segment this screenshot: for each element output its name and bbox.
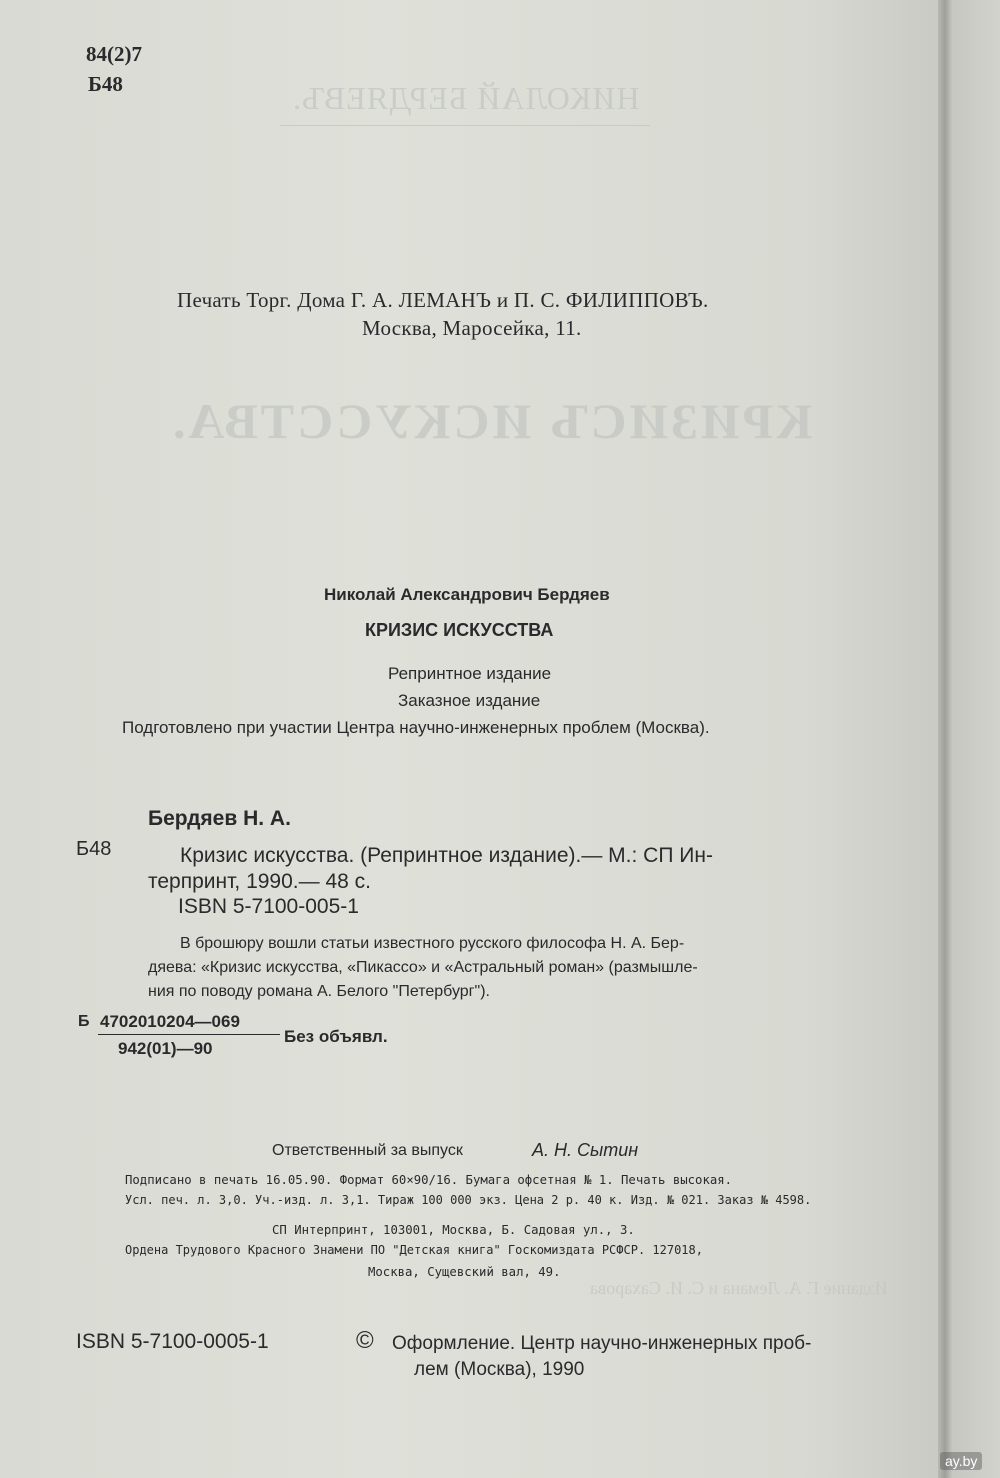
footer-isbn: ISBN 5-7100-0005-1: [76, 1330, 269, 1353]
catalog-isbn: ISBN 5-7100-005-1: [178, 895, 359, 918]
catalog-code-top: Б48: [88, 72, 123, 96]
page-edge-shadow: [938, 0, 952, 1478]
classification-code: 84(2)7: [86, 42, 142, 66]
responsible-name: А. Н. Сытин: [532, 1140, 639, 1160]
index-denominator: 942(01)—90: [118, 1039, 213, 1058]
printer-note-line1: Печать Торг. Дома Г. А. ЛЕМАНЪ и П. С. ФИЛИППОВЪ.: [177, 288, 709, 312]
fraction-line: [98, 1034, 280, 1035]
index-letter: Б: [78, 1013, 90, 1030]
adjacent-page: [952, 0, 1000, 1478]
copyright-line1: Оформление. Центр научно-инженерных проб-: [392, 1333, 812, 1354]
bleed-through-bottom: Издание Г. А. Лемана и С. И. Сахарова: [590, 1278, 888, 1298]
printer-note-line2: Москва, Маросейка, 11.: [362, 316, 582, 340]
catalog-line2: терпринт, 1990.— 48 с.: [148, 870, 371, 893]
imprint-line4: Ордена Трудового Красного Знамени ПО "Детская книга" Госкомиздата РСФСР. 127018,: [125, 1243, 703, 1257]
catalog-code: Б48: [76, 838, 112, 860]
watermark-logo: ay.by: [940, 1452, 982, 1470]
responsible-label: Ответственный за выпуск: [272, 1142, 463, 1159]
no-ads-note: Без объявл.: [284, 1027, 388, 1046]
imprint-line5: Москва, Сущевский вал, 49.: [368, 1265, 561, 1279]
imprint-line1: Подписано в печать 16.05.90. Формат 60×90/16. Бумага офсетная № 1. Печать высокая.: [125, 1173, 733, 1187]
copyright-line2: лем (Москва), 1990: [414, 1359, 585, 1380]
copyright-symbol: ©: [356, 1327, 374, 1354]
author-full-name: Николай Александрович Бердяев: [324, 585, 610, 604]
imprint-line2: Усл. печ. л. 3,0. Уч.-изд. л. 3,1. Тираж 100 000 экз. Цена 2 р. 40 к. Изд. № 021. Заказ № 4598.: [125, 1193, 812, 1207]
index-numerator: 4702010204—069: [100, 1012, 240, 1031]
prepared-note: Подготовлено при участии Центра научно-инженерных проблем (Москва).: [122, 718, 710, 737]
catalog-line1: Кризис искусства. (Репринтное издание).— М.: СП Ин-: [180, 844, 713, 867]
imprint-line3: СП Интерпринт, 103001, Москва, Б. Садовая ул., 3.: [272, 1223, 635, 1237]
annotation-line1: В брошюру вошли статьи известного русского философа Н. А. Бер-: [180, 935, 685, 952]
bleed-through-author: НИКОЛАЙ БЕРДЯЕВЪ.: [292, 80, 640, 116]
edition-order: Заказное издание: [398, 691, 541, 710]
bleed-through-rule: [280, 125, 650, 126]
annotation-line2: дяева: «Кризис искусства, «Пикассо» и «Астральный роман» (размышле-: [148, 959, 698, 976]
annotation-line3: ния по поводу романа А. Белого "Петербург").: [148, 983, 490, 1000]
bleed-through-title: КРИЗИСЪ ИСКУССТВА.: [170, 393, 813, 449]
edition-reprint: Репринтное издание: [388, 664, 552, 683]
catalog-heading: Бердяев Н. А.: [148, 807, 291, 830]
book-title: КРИЗИС ИСКУССТВА: [365, 620, 554, 640]
